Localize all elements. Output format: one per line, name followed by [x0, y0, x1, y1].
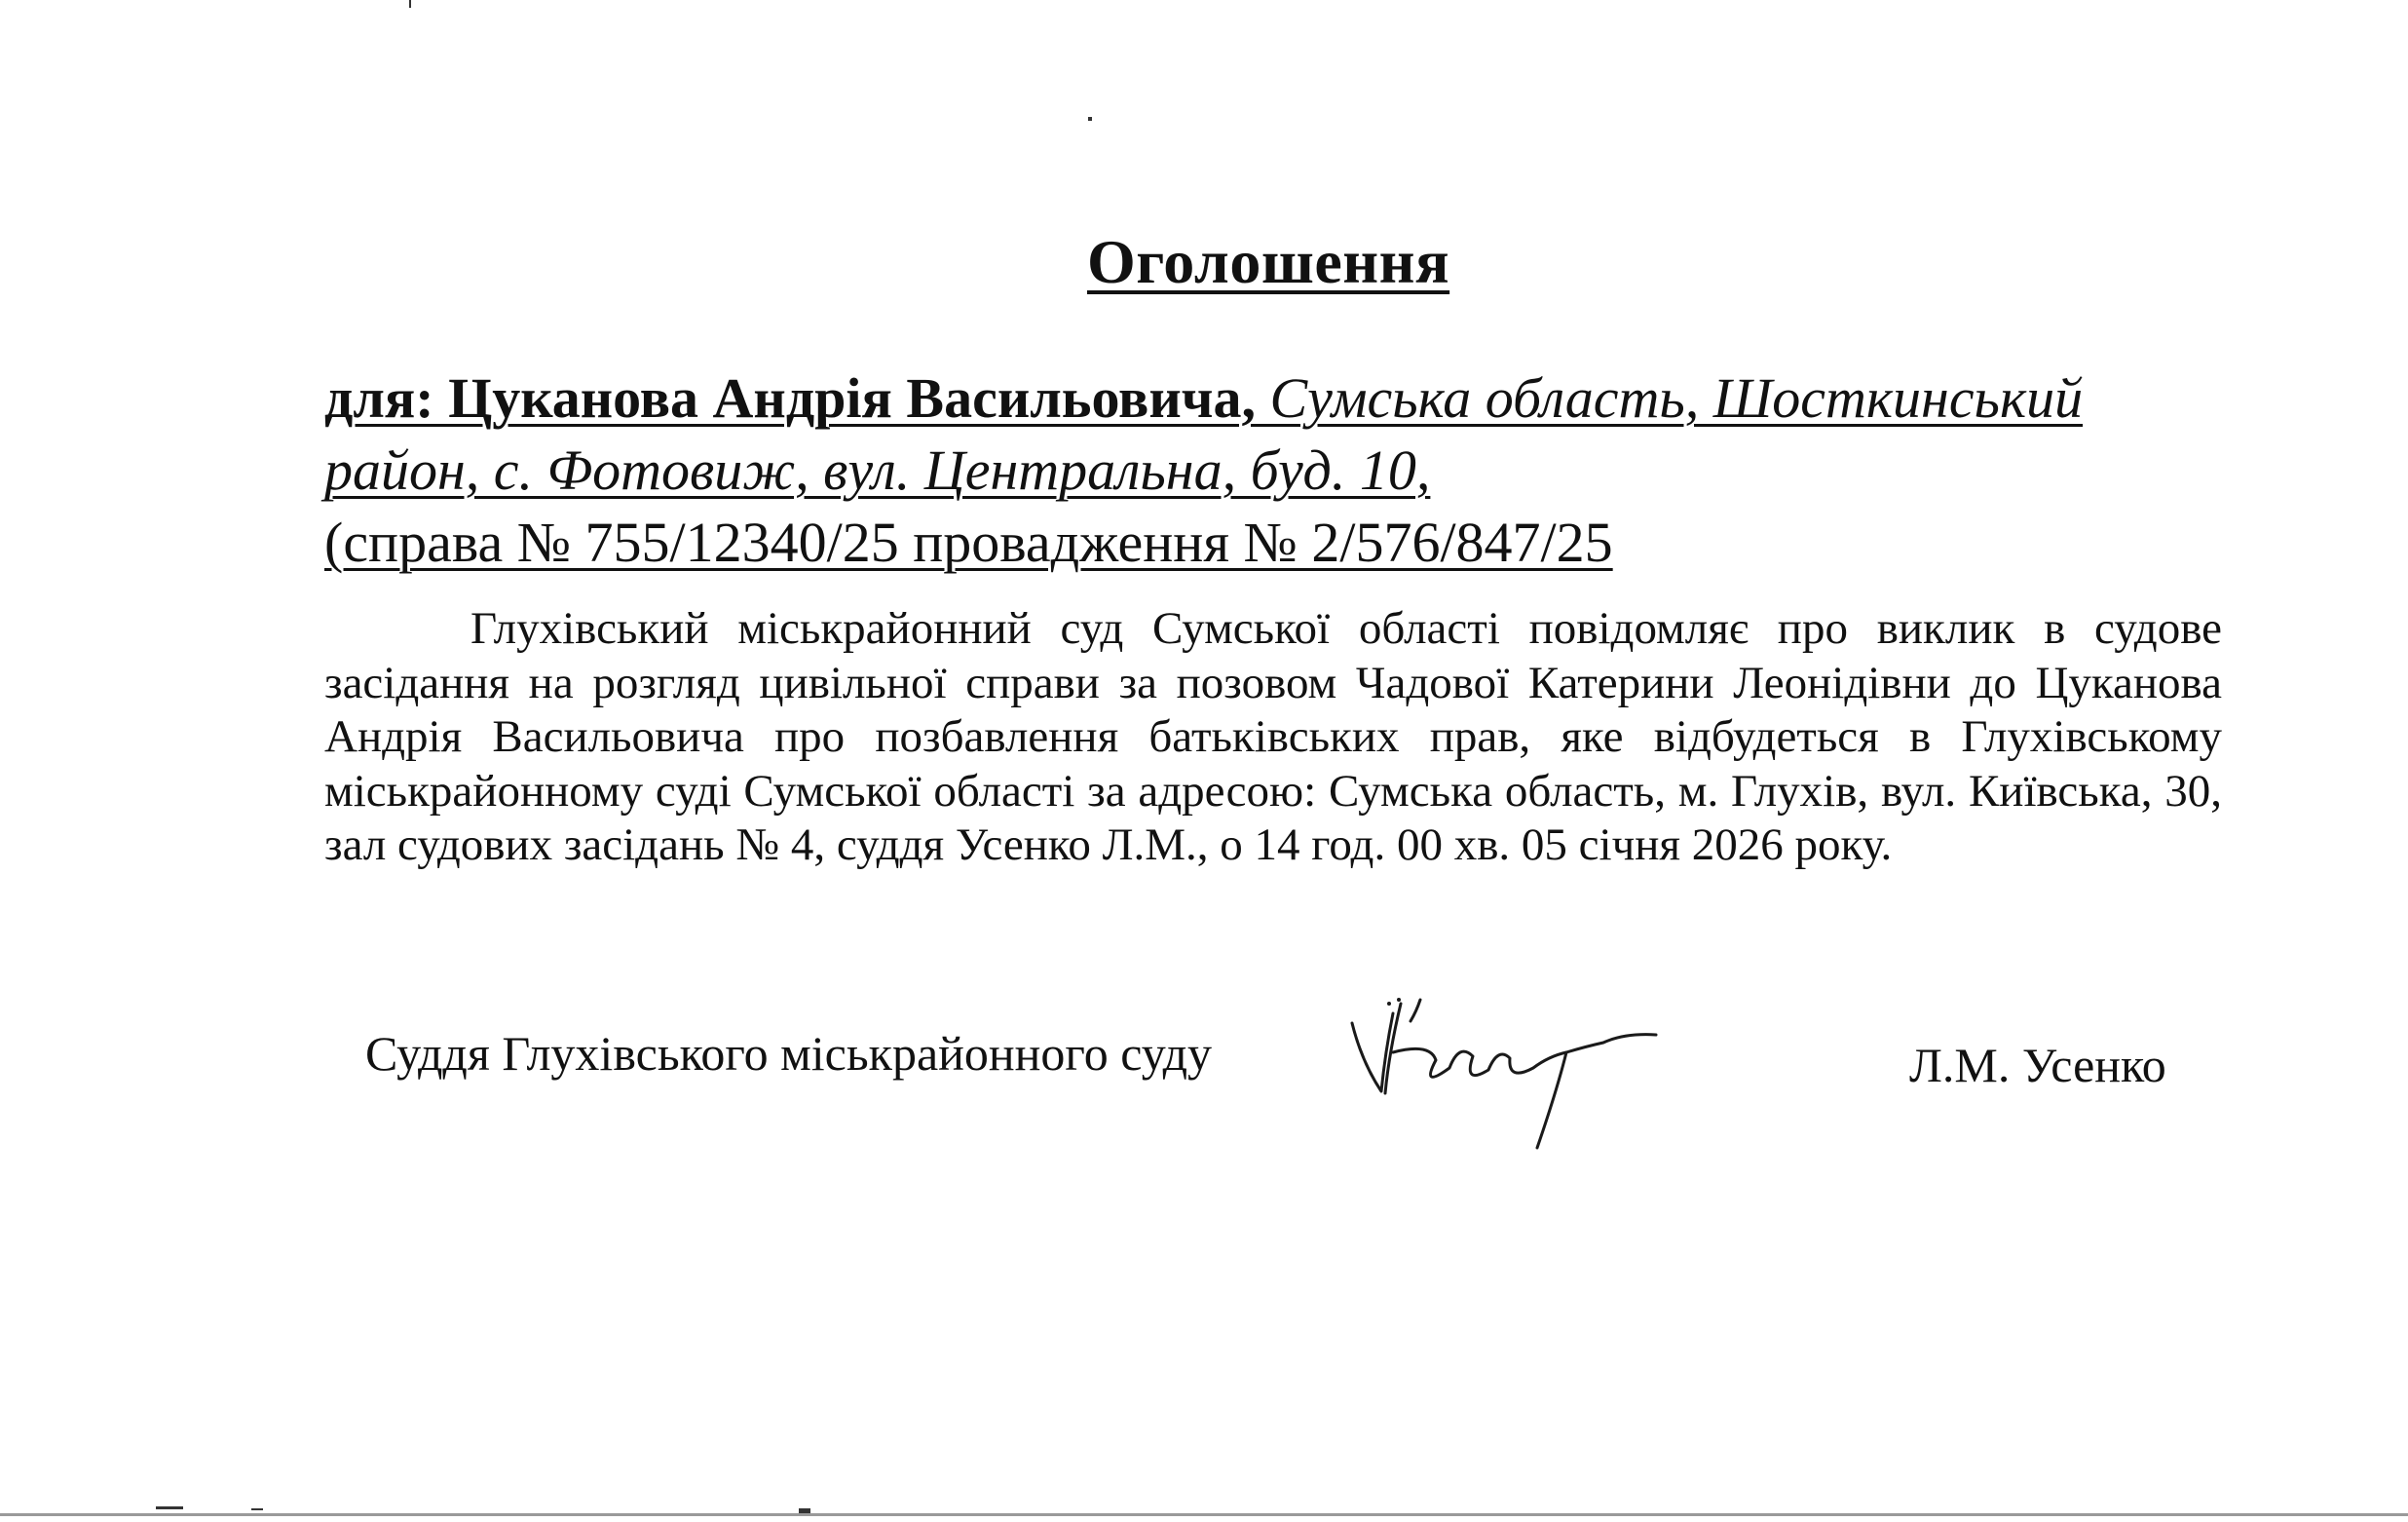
judge-name: Л.М. Усенко: [1909, 1038, 2166, 1092]
scan-artifact: [1088, 117, 1092, 121]
addressee-address-part1: Сумська область, Шосткинський: [1255, 366, 2084, 430]
judge-role: Суддя Глухівського міськрайонного суду: [365, 1026, 1213, 1081]
scan-artifact: [156, 1506, 183, 1509]
addressee-line-1: [324, 362, 2234, 435]
announcement-body: Глухівський міськрайонний суд Сумської області повідомляє про виклик в судове засідання на розгляд цивільної справи за позовом Чадової Катерини Леонідівни до Цуканова Андрія Васильовича про позбавлення батьківських прав, яке відбудеться в Глухівському міськрайонному суді Сумської області за адресою: Сумська область, м. Глухів, вул. Київська, 30, зал судових засідань № 4, суддя Усенко Л.М., о 14 год. 00 хв. 05 січня 2026 року.: [324, 603, 2222, 870]
scan-bottom-edge: [0, 1513, 2408, 1516]
document-title: Оголошення: [1087, 227, 1450, 296]
addressee-block: [324, 362, 2234, 579]
addressee-name: для: Цуканова Андрія Васильовича,: [324, 366, 1256, 430]
addressee-address-part2: район, с. Фотовиж, вул. Центральна, буд. 10,: [324, 438, 1431, 502]
scan-artifact: [251, 1508, 263, 1510]
handwritten-signature: [1342, 974, 1712, 1160]
case-number-line: (справа № 755/12340/25 провадження № 2/576/847/25: [324, 511, 1613, 574]
scan-artifact: [409, 0, 411, 8]
